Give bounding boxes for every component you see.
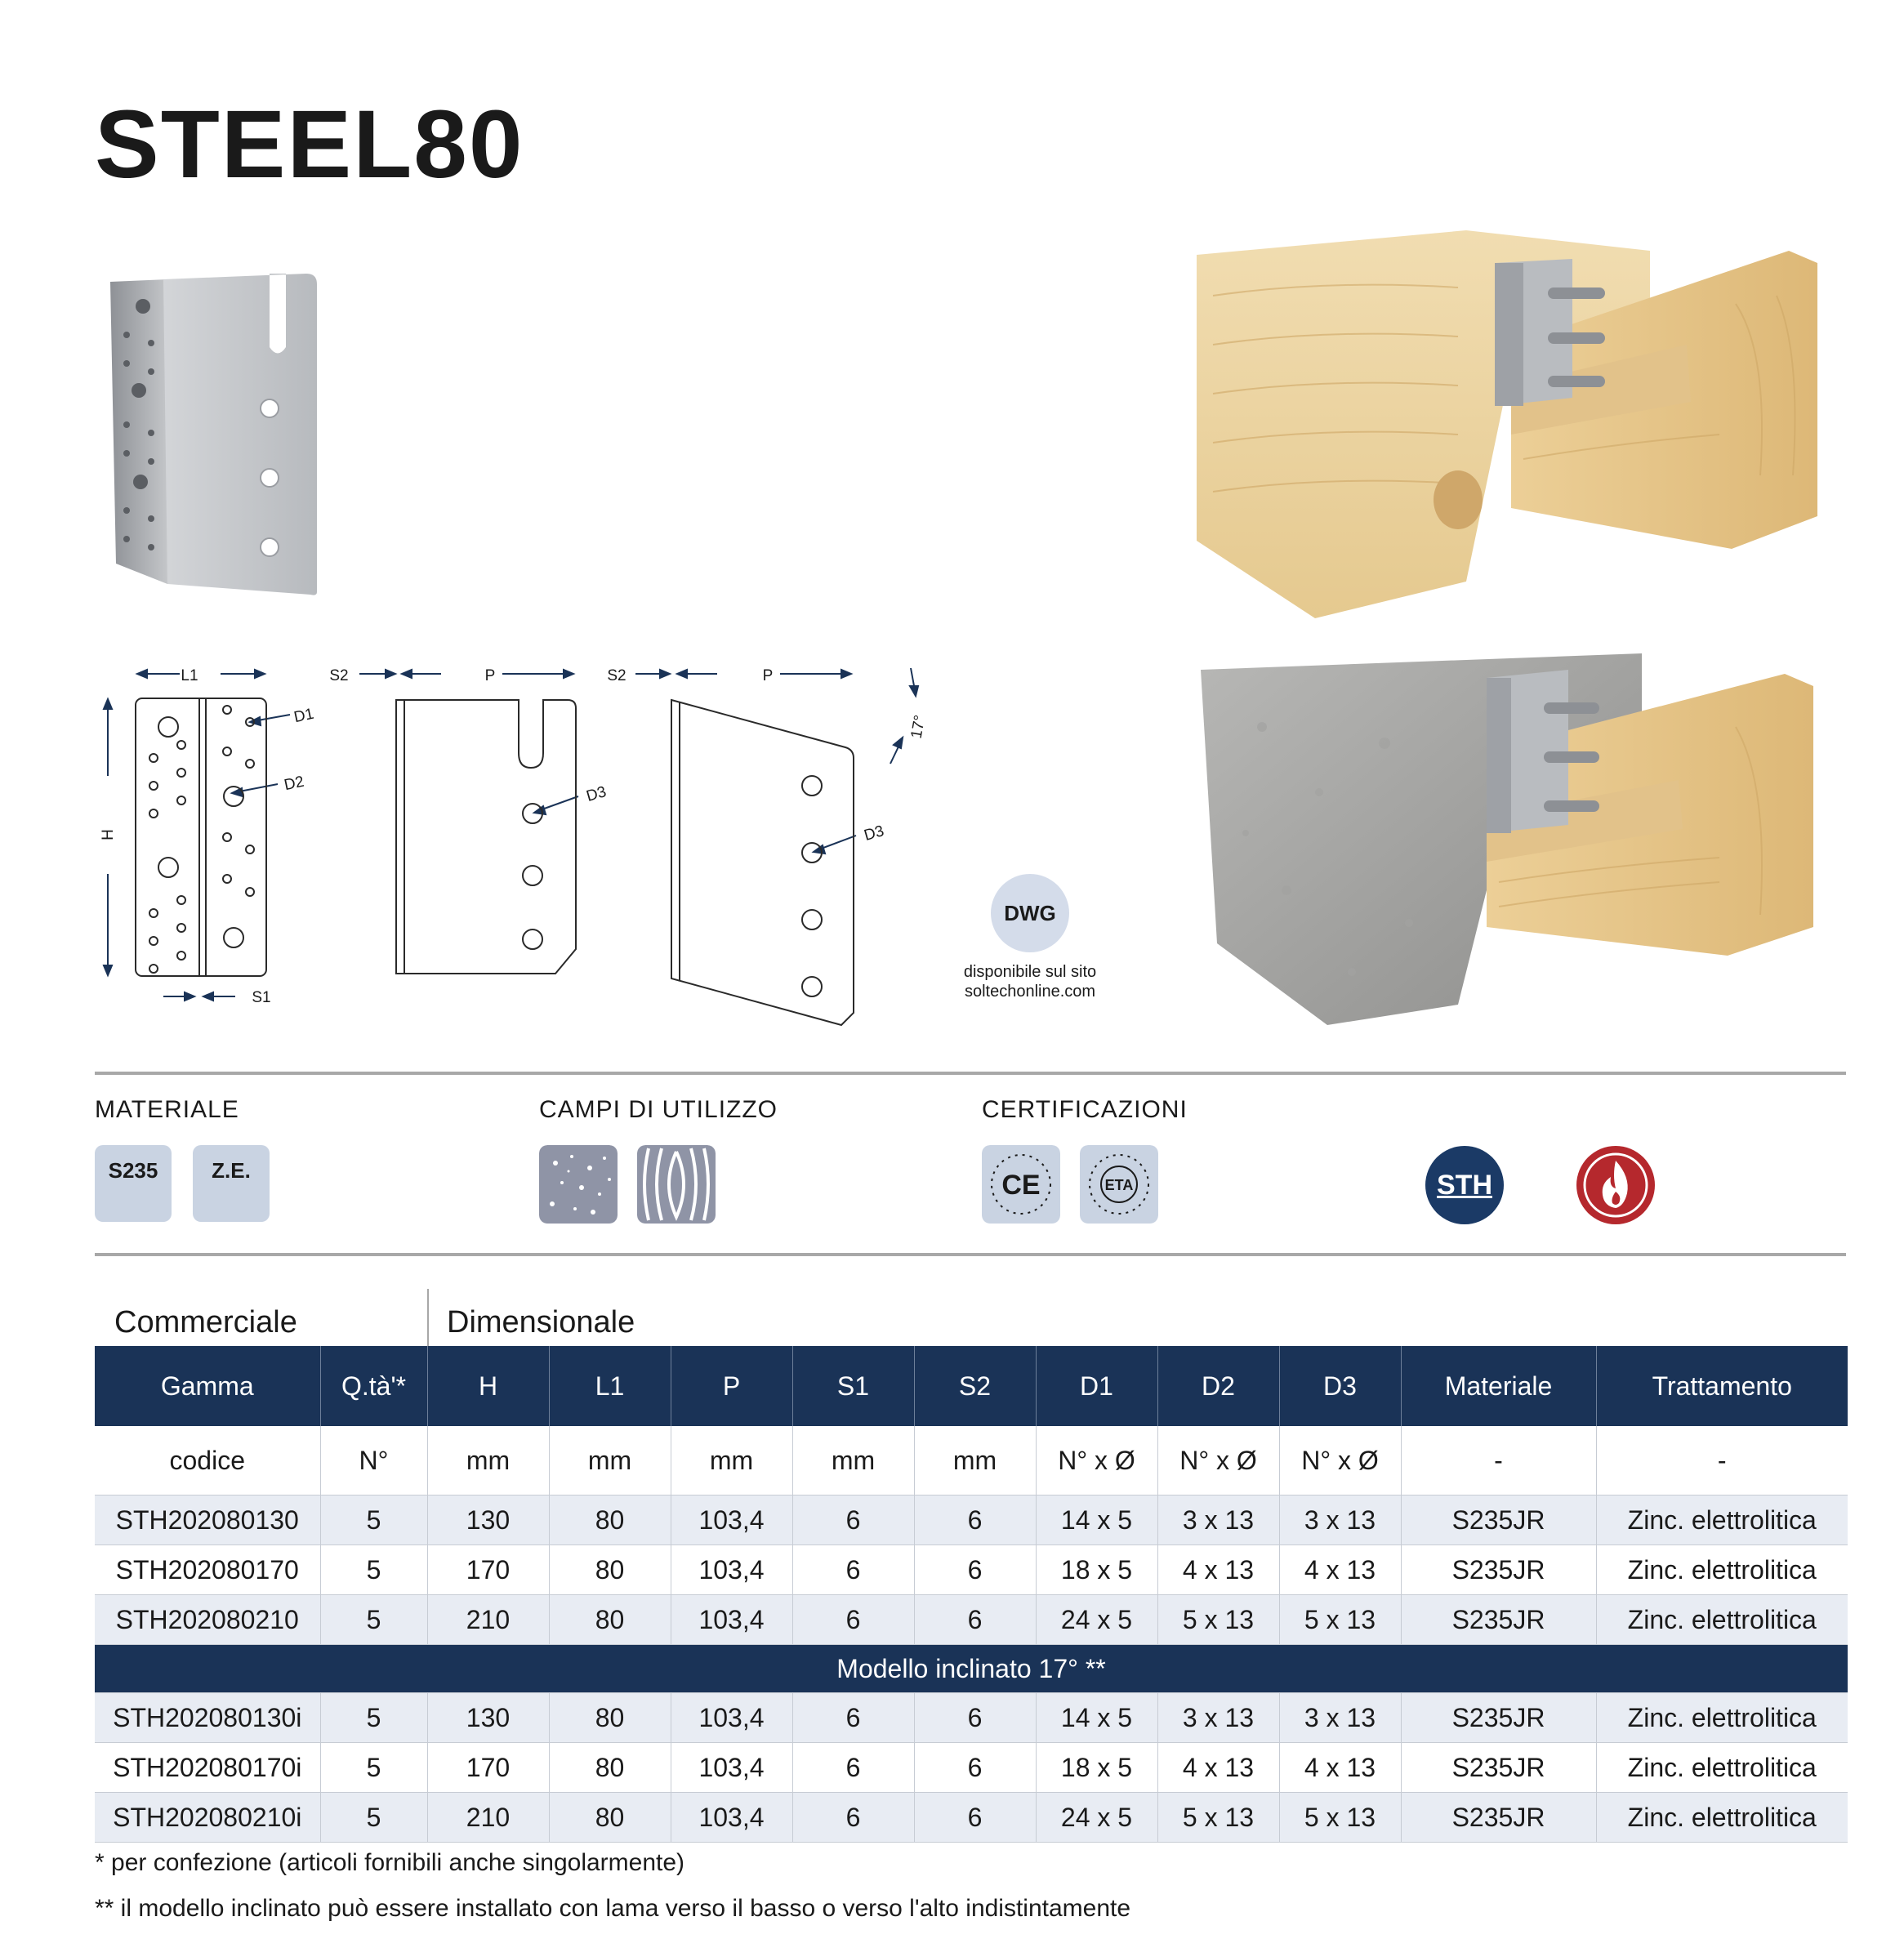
header-qta: Q.tà'* xyxy=(320,1346,427,1426)
table-cell: STH202080170 xyxy=(95,1545,320,1595)
table-cell: 6 xyxy=(792,1743,914,1793)
header-trattamento: Trattamento xyxy=(1596,1346,1848,1426)
table-cell: STH202080130i xyxy=(95,1693,320,1743)
svg-text:ETA: ETA xyxy=(1104,1177,1134,1193)
table-cell: Zinc. elettrolitica xyxy=(1596,1693,1848,1743)
label-angle: 17° xyxy=(907,713,930,740)
table-cell: 5 xyxy=(320,1793,427,1843)
unit-cell: mm xyxy=(427,1426,549,1495)
table-cell: 80 xyxy=(549,1545,671,1595)
wood-grain-icon xyxy=(637,1145,716,1224)
label-p-a: P xyxy=(484,667,496,684)
group-divider xyxy=(427,1289,429,1346)
table-cell: 103,4 xyxy=(671,1545,792,1595)
table-cell: 80 xyxy=(549,1743,671,1793)
table-cell: 3 x 13 xyxy=(1157,1495,1279,1545)
table-cell: STH202080210i xyxy=(95,1793,320,1843)
table-cell: 3 x 13 xyxy=(1279,1495,1401,1545)
divider-top xyxy=(95,1072,1846,1075)
ce-mark-icon xyxy=(982,1145,1060,1224)
table-cell: 6 xyxy=(914,1495,1036,1545)
label-d3-a: D3 xyxy=(584,783,609,805)
bracket-front-plate xyxy=(163,274,317,595)
footnote-1: * per confezione (articoli fornibili anche singolarmente) xyxy=(95,1849,685,1876)
dwg-caption xyxy=(923,962,1137,1001)
table-row xyxy=(95,1793,1848,1843)
table-cell: 130 xyxy=(427,1495,549,1545)
table-row xyxy=(95,1693,1848,1743)
table-cell: Zinc. elettrolitica xyxy=(1596,1793,1848,1843)
table-cell: 4 x 13 xyxy=(1279,1545,1401,1595)
header-p: P xyxy=(671,1346,792,1426)
table-cell: 14 x 5 xyxy=(1036,1495,1157,1545)
table-cell: 6 xyxy=(792,1495,914,1545)
table-cell: 5 x 13 xyxy=(1279,1595,1401,1645)
table-cell: S235JR xyxy=(1401,1545,1596,1595)
table-cell: 5 xyxy=(320,1595,427,1645)
dwg-badge-label: DWG xyxy=(1004,901,1056,925)
eta-mark-icon xyxy=(1080,1145,1158,1224)
header-d1: D1 xyxy=(1036,1346,1157,1426)
table-cell: 6 xyxy=(914,1595,1036,1645)
table-cell: 6 xyxy=(914,1693,1036,1743)
header-h: H xyxy=(427,1346,549,1426)
product-photo xyxy=(106,270,327,596)
table-cell: 24 x 5 xyxy=(1036,1595,1157,1645)
table-cell: 6 xyxy=(914,1793,1036,1843)
application-photo-wood xyxy=(1197,230,1826,622)
table-cell: 4 x 13 xyxy=(1157,1743,1279,1793)
table-cell: 6 xyxy=(792,1793,914,1843)
table-cell: STH202080170i xyxy=(95,1743,320,1793)
table-cell: 210 xyxy=(427,1793,549,1843)
unit-cell: codice xyxy=(95,1426,320,1495)
table-cell: 103,4 xyxy=(671,1693,792,1743)
header-row xyxy=(95,1346,1848,1426)
page-title: STEEL80 xyxy=(95,91,524,198)
table-cell: 5 xyxy=(320,1743,427,1793)
table-cell: Zinc. elettrolitica xyxy=(1596,1743,1848,1793)
inclined-band-row xyxy=(95,1645,1848,1693)
table-cell: 5 x 13 xyxy=(1157,1595,1279,1645)
group-dimensionale: Dimensionale xyxy=(447,1305,635,1339)
table-cell: 5 x 13 xyxy=(1157,1793,1279,1843)
table-cell: 103,4 xyxy=(671,1743,792,1793)
label-d1: D1 xyxy=(292,705,316,727)
table-cell: 103,4 xyxy=(671,1595,792,1645)
header-l1: L1 xyxy=(549,1346,671,1426)
table-cell: S235JR xyxy=(1401,1693,1596,1743)
header-materiale: Materiale xyxy=(1401,1346,1596,1426)
table-cell: 6 xyxy=(792,1595,914,1645)
table-cell: 80 xyxy=(549,1495,671,1545)
table-cell: Zinc. elettrolitica xyxy=(1596,1545,1848,1595)
unit-cell: - xyxy=(1401,1426,1596,1495)
table-row xyxy=(95,1595,1848,1645)
unit-cell: - xyxy=(1596,1426,1848,1495)
group-commerciale: Commerciale xyxy=(114,1305,297,1339)
material-chip-s235: S235 xyxy=(95,1145,172,1222)
table-cell: 5 xyxy=(320,1693,427,1743)
table-cell: Zinc. elettrolitica xyxy=(1596,1595,1848,1645)
header-gamma: Gamma xyxy=(95,1346,320,1426)
unit-cell: N° x Ø xyxy=(1279,1426,1401,1495)
unit-cell: mm xyxy=(792,1426,914,1495)
table-cell: 80 xyxy=(549,1793,671,1843)
application-photo-concrete xyxy=(1197,645,1826,1025)
table-cell: 6 xyxy=(914,1545,1036,1595)
header-s1: S1 xyxy=(792,1346,914,1426)
table-cell: 14 x 5 xyxy=(1036,1693,1157,1743)
units-row xyxy=(95,1426,1848,1495)
label-h: H xyxy=(100,829,117,840)
table-cell: 3 x 13 xyxy=(1279,1693,1401,1743)
table-cell: 130 xyxy=(427,1693,549,1743)
unit-cell: N° x Ø xyxy=(1036,1426,1157,1495)
table-cell: 18 x 5 xyxy=(1036,1743,1157,1793)
table-cell: STH202080210 xyxy=(95,1595,320,1645)
table-cell: 5 xyxy=(320,1545,427,1595)
table-cell: 103,4 xyxy=(671,1495,792,1545)
label-d2: D2 xyxy=(283,773,306,795)
fire-resistance-icon xyxy=(1576,1146,1655,1224)
table-row xyxy=(95,1545,1848,1595)
table-cell: 6 xyxy=(914,1743,1036,1793)
table-cell: 6 xyxy=(792,1693,914,1743)
spec-table xyxy=(95,1346,1848,1843)
table-cell: Zinc. elettrolitica xyxy=(1596,1495,1848,1545)
table-cell: 103,4 xyxy=(671,1793,792,1843)
inclined-band-label: Modello inclinato 17° ** xyxy=(95,1645,1848,1693)
table-cell: 5 x 13 xyxy=(1279,1793,1401,1843)
sth-brand-text: STH xyxy=(1437,1170,1492,1201)
table-cell: 3 x 13 xyxy=(1157,1693,1279,1743)
unit-cell: N° xyxy=(320,1426,427,1495)
table-cell: 4 x 13 xyxy=(1157,1545,1279,1595)
table-cell: S235JR xyxy=(1401,1595,1596,1645)
table-cell: 170 xyxy=(427,1545,549,1595)
label-l1: L1 xyxy=(181,667,198,684)
campi-label: CAMPI DI UTILIZZO xyxy=(539,1096,778,1123)
table-cell: 6 xyxy=(792,1545,914,1595)
label-s2-a: S2 xyxy=(329,667,349,684)
unit-cell: N° x Ø xyxy=(1157,1426,1279,1495)
footnote-2: ** il modello inclinato può essere installato con lama verso il basso o verso l'alto indistintamente xyxy=(95,1895,1131,1922)
table-cell: 210 xyxy=(427,1595,549,1645)
unit-cell: mm xyxy=(549,1426,671,1495)
header-d3: D3 xyxy=(1279,1346,1401,1426)
dwg-caption-line1: disponibile sul sito xyxy=(963,963,1097,981)
bracket-side-plate xyxy=(110,279,167,584)
technical-drawing xyxy=(90,653,956,1037)
table-cell: S235JR xyxy=(1401,1793,1596,1843)
table-cell: STH202080130 xyxy=(95,1495,320,1545)
table-cell: 170 xyxy=(427,1743,549,1793)
table-cell: 5 xyxy=(320,1495,427,1545)
table-cell: 80 xyxy=(549,1693,671,1743)
label-s2-b: S2 xyxy=(607,667,626,684)
header-d2: D2 xyxy=(1157,1346,1279,1426)
divider-bottom xyxy=(95,1253,1846,1256)
dwg-badge[interactable] xyxy=(991,874,1069,952)
label-s1: S1 xyxy=(252,989,271,1006)
table-cell: S235JR xyxy=(1401,1743,1596,1793)
label-d3-b: D3 xyxy=(862,822,886,845)
table-row xyxy=(95,1495,1848,1545)
dwg-caption-line2[interactable]: soltechonline.com xyxy=(964,983,1096,1001)
certificazioni-label: CERTIFICAZIONI xyxy=(982,1096,1188,1123)
table-cell: 4 x 13 xyxy=(1279,1743,1401,1793)
unit-cell: mm xyxy=(671,1426,792,1495)
table-row xyxy=(95,1743,1848,1793)
sth-brand-icon xyxy=(1425,1146,1504,1224)
materiale-label: MATERIALE xyxy=(95,1096,239,1123)
header-s2: S2 xyxy=(914,1346,1036,1426)
table-cell: 18 x 5 xyxy=(1036,1545,1157,1595)
unit-cell: mm xyxy=(914,1426,1036,1495)
label-p-b: P xyxy=(762,667,774,684)
svg-text:CE: CE xyxy=(1001,1170,1041,1201)
table-cell: S235JR xyxy=(1401,1495,1596,1545)
material-chip-ze: Z.E. xyxy=(193,1145,270,1222)
table-cell: 80 xyxy=(549,1595,671,1645)
concrete-icon xyxy=(539,1145,618,1224)
table-cell: 24 x 5 xyxy=(1036,1793,1157,1843)
